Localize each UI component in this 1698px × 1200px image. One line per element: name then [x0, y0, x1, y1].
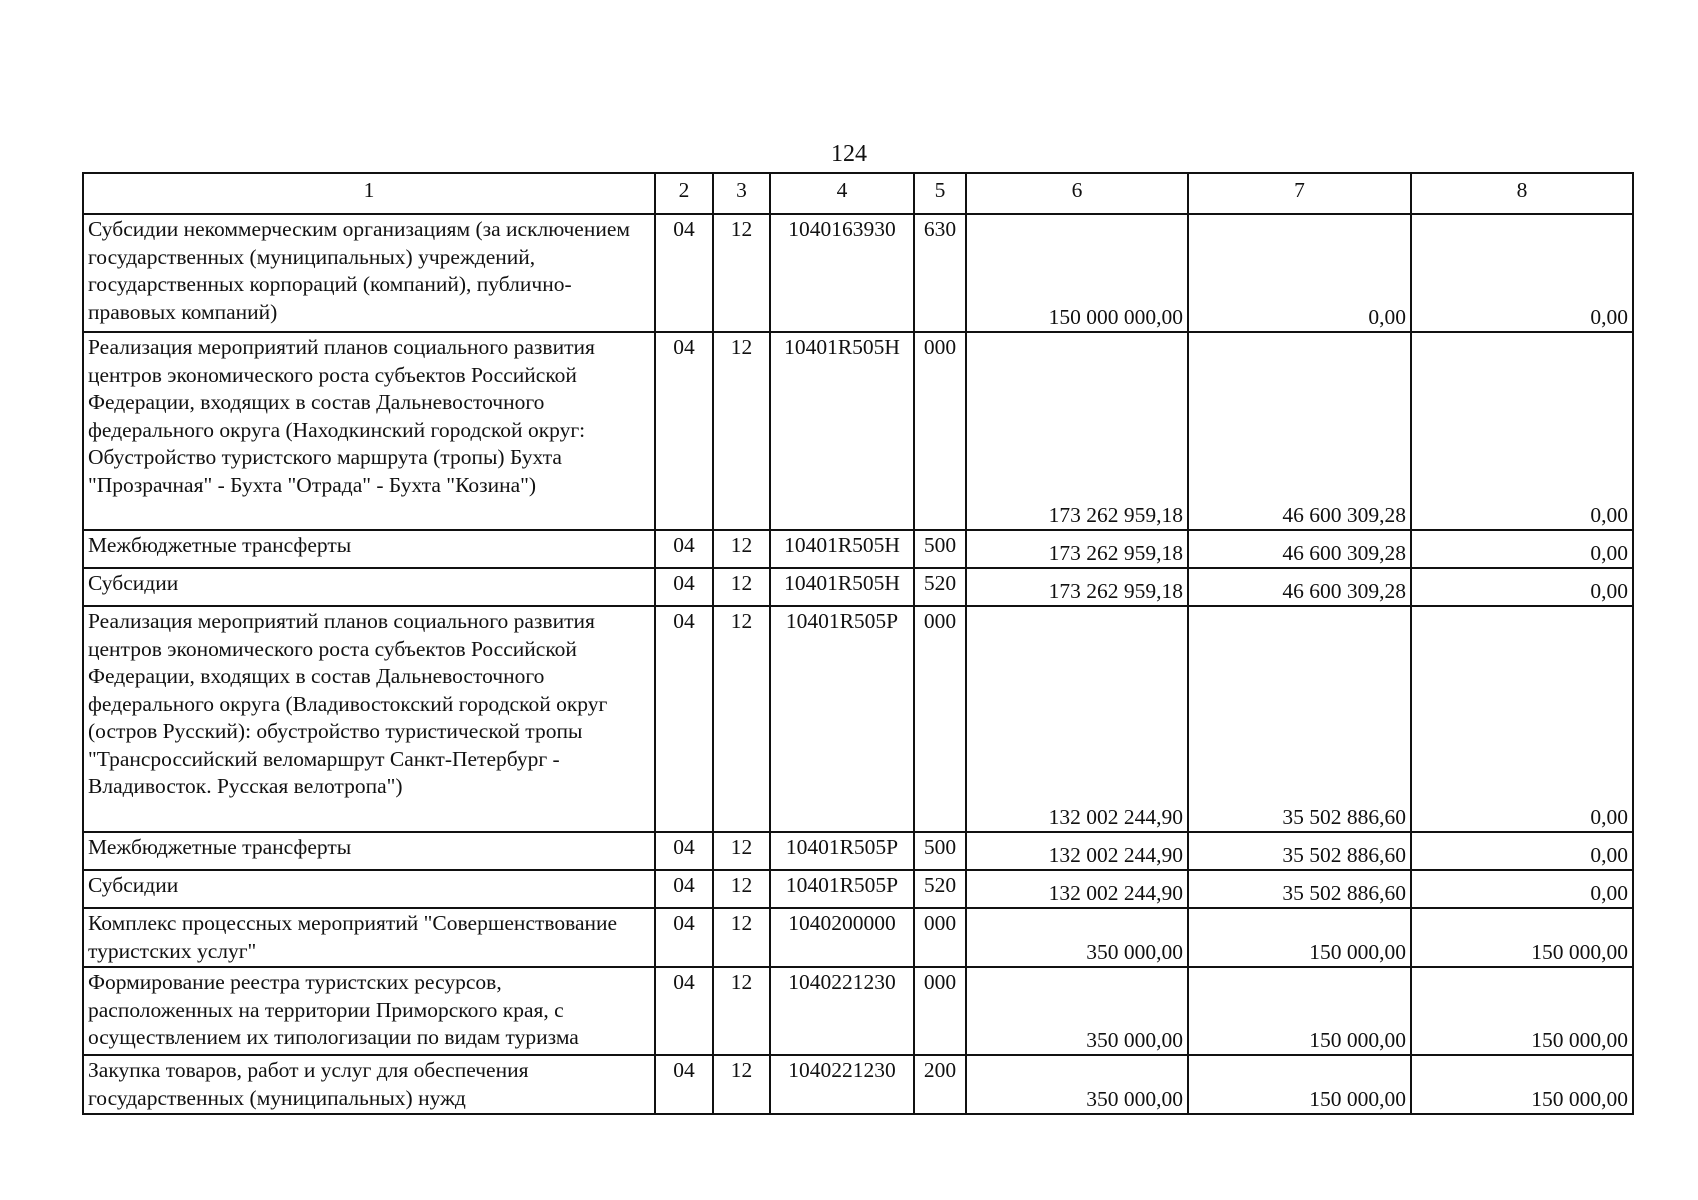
expense-type-code: 500 [914, 530, 966, 568]
amount-col-7: 46 600 309,28 [1188, 530, 1411, 568]
table-row [83, 832, 1633, 870]
expense-type-code: 200 [914, 1055, 966, 1114]
table-row [83, 530, 1633, 568]
subsection-code: 12 [713, 530, 770, 568]
subsection-code: 12 [713, 214, 770, 332]
row-name: Субсидии некоммерческим организациям (за исключением государственных (муниципальных) учреждений, государственных корпораций (компаний), публично-правовых компаний) [83, 214, 655, 332]
expense-type-code: 000 [914, 908, 966, 967]
target-article-code: 10401R505H [770, 332, 914, 530]
amount-col-8: 0,00 [1411, 214, 1633, 332]
amount-col-8: 0,00 [1411, 606, 1633, 832]
target-article-code: 10401R505P [770, 606, 914, 832]
amount-col-7: 150 000,00 [1188, 1055, 1411, 1114]
row-name: Комплекс процессных мероприятий "Совершенствование туристских услуг" [83, 908, 655, 967]
column-header: 4 [770, 173, 914, 214]
section-code: 04 [655, 908, 713, 967]
section-code: 04 [655, 967, 713, 1055]
amount-col-8: 150 000,00 [1411, 967, 1633, 1055]
target-article-code: 10401R505H [770, 530, 914, 568]
amount-col-7: 46 600 309,28 [1188, 568, 1411, 606]
column-header: 1 [83, 173, 655, 214]
amount-col-8: 0,00 [1411, 568, 1633, 606]
amount-col-7: 0,00 [1188, 214, 1411, 332]
table-row [83, 568, 1633, 606]
table-row [83, 967, 1633, 1055]
row-name: Субсидии [83, 568, 655, 606]
amount-col-8: 150 000,00 [1411, 1055, 1633, 1114]
table-row [83, 606, 1633, 832]
amount-col-6: 173 262 959,18 [966, 332, 1188, 530]
expense-type-code: 520 [914, 870, 966, 908]
amount-col-6: 150 000 000,00 [966, 214, 1188, 332]
subsection-code: 12 [713, 1055, 770, 1114]
subsection-code: 12 [713, 832, 770, 870]
amount-col-7: 35 502 886,60 [1188, 870, 1411, 908]
section-code: 04 [655, 1055, 713, 1114]
row-name: Реализация мероприятий планов социального развития центров экономического роста субъектов Российской Федерации, входящих в состав Дальневосточного федерального округа (Находкинский городской округ: Обустройство туристского маршрута (тропы) Бухта "Прозрачная" - Бухта "Отрада" - Бухта "Козина") [83, 332, 655, 530]
section-code: 04 [655, 332, 713, 530]
column-header: 2 [655, 173, 713, 214]
amount-col-6: 132 002 244,90 [966, 870, 1188, 908]
table-row [83, 332, 1633, 530]
expense-type-code: 500 [914, 832, 966, 870]
subsection-code: 12 [713, 332, 770, 530]
row-name: Закупка товаров, работ и услуг для обеспечения государственных (муниципальных) нужд [83, 1055, 655, 1114]
expense-type-code: 000 [914, 967, 966, 1055]
target-article-code: 1040221230 [770, 967, 914, 1055]
amount-col-8: 0,00 [1411, 332, 1633, 530]
amount-col-7: 35 502 886,60 [1188, 832, 1411, 870]
row-name: Межбюджетные трансферты [83, 530, 655, 568]
amount-col-7: 46 600 309,28 [1188, 332, 1411, 530]
subsection-code: 12 [713, 908, 770, 967]
amount-col-6: 173 262 959,18 [966, 530, 1188, 568]
row-name: Формирование реестра туристских ресурсов, расположенных на территории Приморского края, с осуществлением их типологизации по видам туризма [83, 967, 655, 1055]
subsection-code: 12 [713, 870, 770, 908]
target-article-code: 1040221230 [770, 1055, 914, 1114]
amount-col-6: 350 000,00 [966, 1055, 1188, 1114]
amount-col-6: 173 262 959,18 [966, 568, 1188, 606]
column-header: 6 [966, 173, 1188, 214]
amount-col-7: 35 502 886,60 [1188, 606, 1411, 832]
page-number: 124 [831, 141, 867, 167]
expense-type-code: 000 [914, 332, 966, 530]
subsection-code: 12 [713, 606, 770, 832]
column-number-row [83, 173, 1633, 214]
amount-col-6: 132 002 244,90 [966, 832, 1188, 870]
table-row [83, 870, 1633, 908]
amount-col-7: 150 000,00 [1188, 908, 1411, 967]
budget-table [82, 172, 1634, 1115]
section-code: 04 [655, 568, 713, 606]
row-name: Межбюджетные трансферты [83, 832, 655, 870]
target-article-code: 1040163930 [770, 214, 914, 332]
table-row [83, 908, 1633, 967]
section-code: 04 [655, 606, 713, 832]
column-header: 3 [713, 173, 770, 214]
amount-col-6: 350 000,00 [966, 908, 1188, 967]
target-article-code: 1040200000 [770, 908, 914, 967]
subsection-code: 12 [713, 967, 770, 1055]
table-row [83, 214, 1633, 332]
subsection-code: 12 [713, 568, 770, 606]
target-article-code: 10401R505P [770, 870, 914, 908]
amount-col-6: 132 002 244,90 [966, 606, 1188, 832]
expense-type-code: 000 [914, 606, 966, 832]
table-row [83, 1055, 1633, 1114]
column-header: 7 [1188, 173, 1411, 214]
amount-col-8: 0,00 [1411, 870, 1633, 908]
row-name: Реализация мероприятий планов социального развития центров экономического роста субъектов Российской Федерации, входящих в состав Дальневосточного федерального округа (Владивостокский городской округ (остров Русский): обустройство туристической тропы "Трансроссийский веломаршрут Санкт-Петербург - Владивосток. Русская велотропа") [83, 606, 655, 832]
column-header: 8 [1411, 173, 1633, 214]
amount-col-7: 150 000,00 [1188, 967, 1411, 1055]
amount-col-6: 350 000,00 [966, 967, 1188, 1055]
expense-type-code: 630 [914, 214, 966, 332]
target-article-code: 10401R505H [770, 568, 914, 606]
row-name: Субсидии [83, 870, 655, 908]
section-code: 04 [655, 832, 713, 870]
expense-type-code: 520 [914, 568, 966, 606]
section-code: 04 [655, 870, 713, 908]
amount-col-8: 150 000,00 [1411, 908, 1633, 967]
target-article-code: 10401R505P [770, 832, 914, 870]
column-header: 5 [914, 173, 966, 214]
amount-col-8: 0,00 [1411, 530, 1633, 568]
section-code: 04 [655, 214, 713, 332]
amount-col-8: 0,00 [1411, 832, 1633, 870]
section-code: 04 [655, 530, 713, 568]
